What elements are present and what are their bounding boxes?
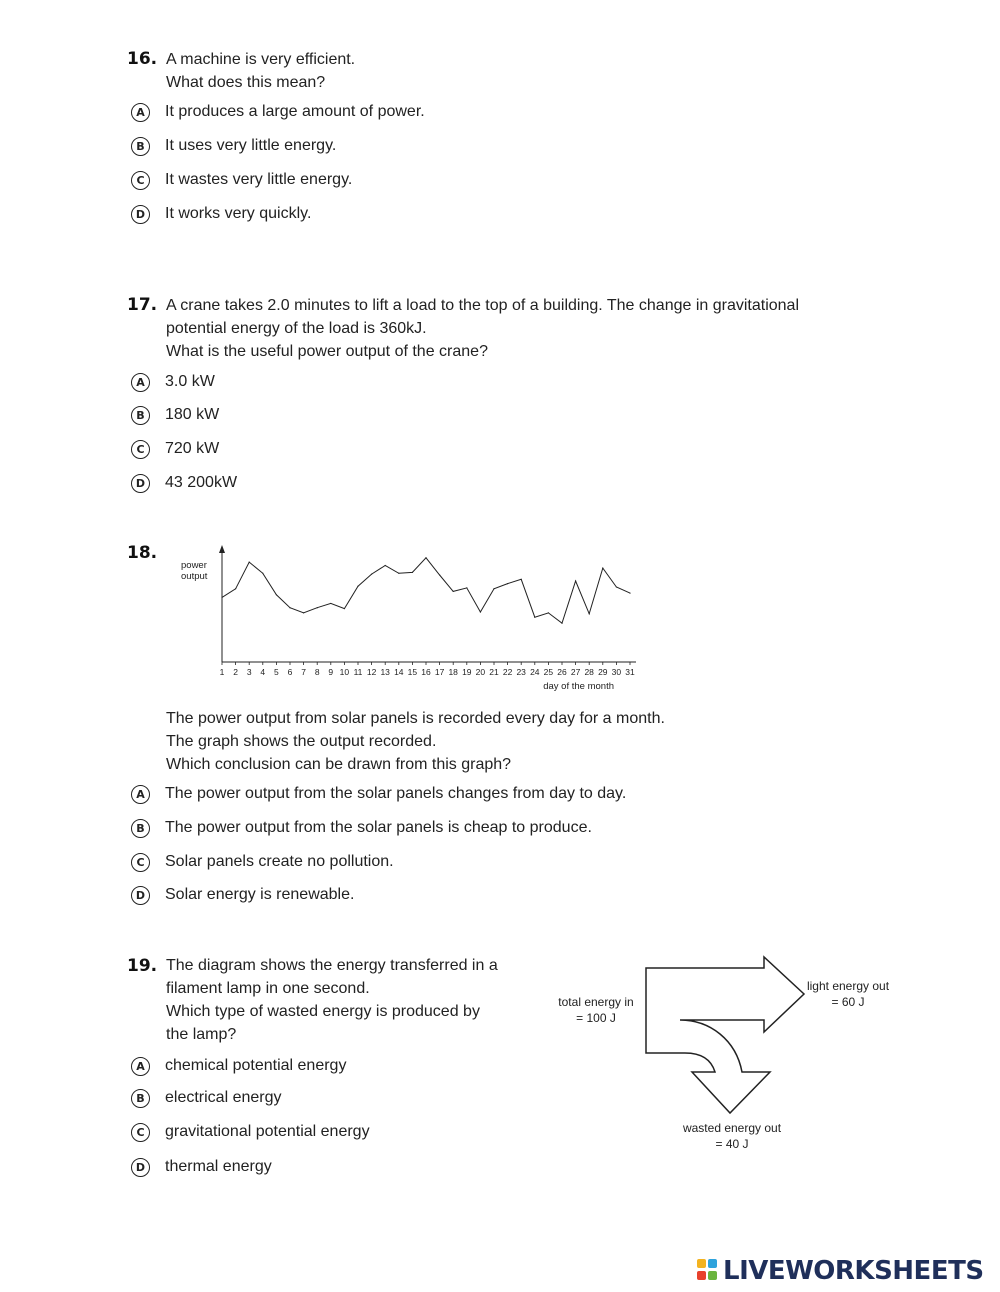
- data-point-day-23: [521, 579, 522, 580]
- option-text: chemical potential energy: [165, 1057, 347, 1074]
- data-point-day-15: [412, 572, 413, 573]
- data-point-day-2: [235, 588, 236, 589]
- question-17-option-b[interactable]: [131, 403, 219, 427]
- liveworksheets-logo[interactable]: [697, 1254, 984, 1288]
- option-a-badge: A: [131, 785, 150, 804]
- question-17-option-d[interactable]: [131, 471, 237, 495]
- option-d-badge: D: [131, 886, 150, 905]
- option-text: Solar panels create no pollution.: [165, 853, 394, 870]
- total-energy-label-2: = 100 J: [576, 1011, 616, 1025]
- x-tick-label-18: 18: [448, 667, 458, 677]
- total-energy-label-1: total energy in: [558, 995, 634, 1009]
- data-point-day-6: [289, 607, 290, 608]
- chart-y-axis-arrow: [219, 545, 225, 553]
- data-point-day-28: [589, 613, 590, 614]
- option-c-badge: C: [131, 171, 150, 190]
- data-point-day-12: [371, 574, 372, 575]
- chart-y-axis-label: [181, 560, 208, 582]
- data-point-day-24: [534, 617, 535, 618]
- x-tick-label-25: 25: [543, 667, 554, 677]
- liveworksheets-logo-icon: [697, 1257, 719, 1285]
- question-17-option-a[interactable]: [131, 370, 215, 394]
- question-16-option-b[interactable]: [131, 134, 336, 158]
- question-18-text-line-1: The power output from solar panels is recorded every day for a month.: [166, 710, 665, 727]
- data-point-day-21: [493, 588, 494, 589]
- question-19-text-line-4: the lamp?: [166, 1026, 237, 1043]
- x-tick-label-13: 13: [380, 667, 390, 677]
- data-point-day-19: [466, 587, 467, 588]
- data-point-day-18: [453, 591, 454, 592]
- light-energy-label-2: = 60 J: [831, 995, 865, 1009]
- x-tick-label-8: 8: [314, 667, 320, 677]
- x-tick-label-21: 21: [489, 667, 499, 677]
- data-point-day-31: [629, 592, 630, 593]
- energy-flow-arrow: [646, 957, 804, 1113]
- x-tick-label-6: 6: [287, 667, 293, 677]
- question-16-option-a[interactable]: [131, 100, 425, 124]
- option-text: It uses very little energy.: [165, 137, 337, 154]
- option-c-badge: C: [131, 440, 150, 459]
- option-text: 180 kW: [165, 406, 220, 423]
- chart-x-axis-label: day of the month: [543, 681, 614, 692]
- question-17-number: 17.: [127, 295, 158, 315]
- option-c-badge: C: [131, 853, 150, 872]
- option-a-badge: A: [131, 103, 150, 122]
- x-tick-label-16: 16: [421, 667, 431, 677]
- x-tick-label-3: 3: [246, 667, 252, 677]
- x-tick-label-27: 27: [570, 667, 581, 677]
- x-tick-label-5: 5: [274, 667, 279, 677]
- option-b-badge: B: [131, 137, 150, 156]
- question-18-text-line-2: The graph shows the output recorded.: [166, 733, 437, 750]
- question-18-option-a[interactable]: [131, 782, 626, 806]
- x-tick-label-9: 9: [328, 667, 334, 677]
- question-18-text-line-3: Which conclusion can be drawn from this graph?: [166, 756, 512, 773]
- x-tick-label-7: 7: [301, 667, 306, 677]
- data-point-day-9: [330, 603, 331, 604]
- data-point-day-26: [561, 623, 562, 624]
- question-17-text-line-2: potential energy of the load is 360kJ.: [166, 320, 427, 337]
- power-output-chart: [170, 540, 650, 700]
- x-tick-label-20: 20: [475, 667, 486, 677]
- option-b-badge: B: [131, 819, 150, 838]
- x-tick-label-11: 11: [353, 667, 363, 677]
- x-tick-label-12: 12: [366, 667, 377, 677]
- question-19-number: 19.: [127, 956, 158, 976]
- chart-y-label-line-1: power: [181, 560, 207, 571]
- question-18-option-b[interactable]: [131, 816, 592, 840]
- data-point-day-20: [480, 611, 481, 612]
- option-text: The power output from the solar panels changes from day to day.: [165, 785, 627, 802]
- option-text: gravitational potential energy: [165, 1123, 370, 1140]
- option-text: It works very quickly.: [165, 205, 312, 222]
- x-tick-label-29: 29: [598, 667, 608, 677]
- option-a-badge: A: [131, 1057, 150, 1076]
- data-point-day-1: [221, 597, 222, 598]
- data-point-day-13: [385, 565, 386, 566]
- option-text: Solar energy is renewable.: [165, 886, 355, 903]
- question-18-option-c[interactable]: [131, 850, 394, 874]
- question-17-text-line-1: A crane takes 2.0 minutes to lift a load to the top of a building. The change in gravitational: [166, 297, 799, 314]
- x-tick-label-4: 4: [260, 667, 266, 677]
- option-d-badge: D: [131, 474, 150, 493]
- wasted-energy-label-1: wasted energy out: [682, 1121, 782, 1135]
- option-text: 720 kW: [165, 440, 220, 457]
- question-19-option-d[interactable]: [131, 1155, 272, 1179]
- x-tick-label-23: 23: [516, 667, 526, 677]
- light-energy-label-1: light energy out: [806, 979, 890, 993]
- data-point-day-27: [575, 580, 576, 581]
- question-19-option-b[interactable]: [131, 1086, 282, 1110]
- option-d-badge: D: [131, 1158, 150, 1177]
- series-line-power-output: [222, 558, 630, 623]
- data-point-day-29: [602, 567, 603, 568]
- x-tick-label-31: 31: [625, 667, 635, 677]
- x-tick-label-19: 19: [462, 667, 472, 677]
- option-text: The power output from the solar panels is cheap to produce.: [165, 819, 592, 836]
- x-tick-label-2: 2: [233, 667, 238, 677]
- data-point-day-8: [317, 607, 318, 608]
- question-17-option-c[interactable]: [131, 437, 219, 461]
- data-point-day-16: [425, 557, 426, 558]
- x-tick-label-10: 10: [339, 667, 350, 677]
- energy-transfer-diagram: [540, 950, 920, 1160]
- option-text: electrical energy: [165, 1089, 282, 1106]
- x-tick-label-22: 22: [502, 667, 513, 677]
- x-tick-label-24: 24: [530, 667, 540, 677]
- question-18-option-d[interactable]: [131, 883, 354, 907]
- option-d-badge: D: [131, 205, 150, 224]
- x-tick-label-26: 26: [557, 667, 567, 677]
- question-19-option-c[interactable]: [131, 1120, 370, 1144]
- option-text: 3.0 kW: [165, 373, 215, 390]
- x-tick-label-30: 30: [611, 667, 622, 677]
- data-point-day-10: [344, 608, 345, 609]
- question-16-text-line-1: A machine is very efficient.: [166, 51, 356, 68]
- question-19-option-a[interactable]: [131, 1054, 346, 1078]
- option-text: It produces a large amount of power.: [165, 103, 425, 120]
- question-18-number: 18.: [127, 543, 158, 563]
- option-b-badge: B: [131, 1089, 150, 1108]
- data-point-day-7: [303, 612, 304, 613]
- option-c-badge: C: [131, 1123, 150, 1142]
- option-text: It wastes very little energy.: [165, 171, 353, 188]
- question-19-text-line-1: The diagram shows the energy transferred in a: [166, 957, 498, 974]
- question-16-option-d[interactable]: [131, 202, 311, 226]
- data-point-day-17: [439, 574, 440, 575]
- x-tick-label-17: 17: [434, 667, 445, 677]
- data-point-day-4: [262, 573, 263, 574]
- x-tick-label-28: 28: [584, 667, 594, 677]
- option-b-badge: B: [131, 406, 150, 425]
- data-point-day-14: [398, 573, 399, 574]
- question-16-number: 16.: [127, 49, 158, 69]
- question-16-text-line-2: What does this mean?: [166, 74, 326, 91]
- x-tick-label-1: 1: [219, 667, 225, 677]
- data-point-day-30: [616, 586, 617, 587]
- data-point-day-11: [357, 586, 358, 587]
- data-point-day-22: [507, 583, 508, 584]
- option-a-badge: A: [131, 373, 150, 392]
- question-19-text-line-2: filament lamp in one second.: [166, 980, 370, 997]
- data-point-day-25: [548, 612, 549, 613]
- question-16-option-c[interactable]: [131, 168, 352, 192]
- question-17-text-line-3: What is the useful power output of the crane?: [166, 343, 488, 360]
- chart-y-label-line-2: output: [181, 571, 208, 582]
- option-text: 43 200kW: [165, 474, 238, 491]
- x-tick-label-14: 14: [394, 667, 404, 677]
- liveworksheets-logo-text: LIVEWORKSHEETS: [723, 1256, 984, 1286]
- data-point-day-5: [276, 594, 277, 595]
- question-19-text-line-3: Which type of wasted energy is produced by: [166, 1003, 480, 1020]
- data-point-day-3: [249, 561, 250, 562]
- x-tick-label-15: 15: [407, 667, 418, 677]
- wasted-energy-label-2: = 40 J: [715, 1137, 749, 1151]
- option-text: thermal energy: [165, 1158, 272, 1175]
